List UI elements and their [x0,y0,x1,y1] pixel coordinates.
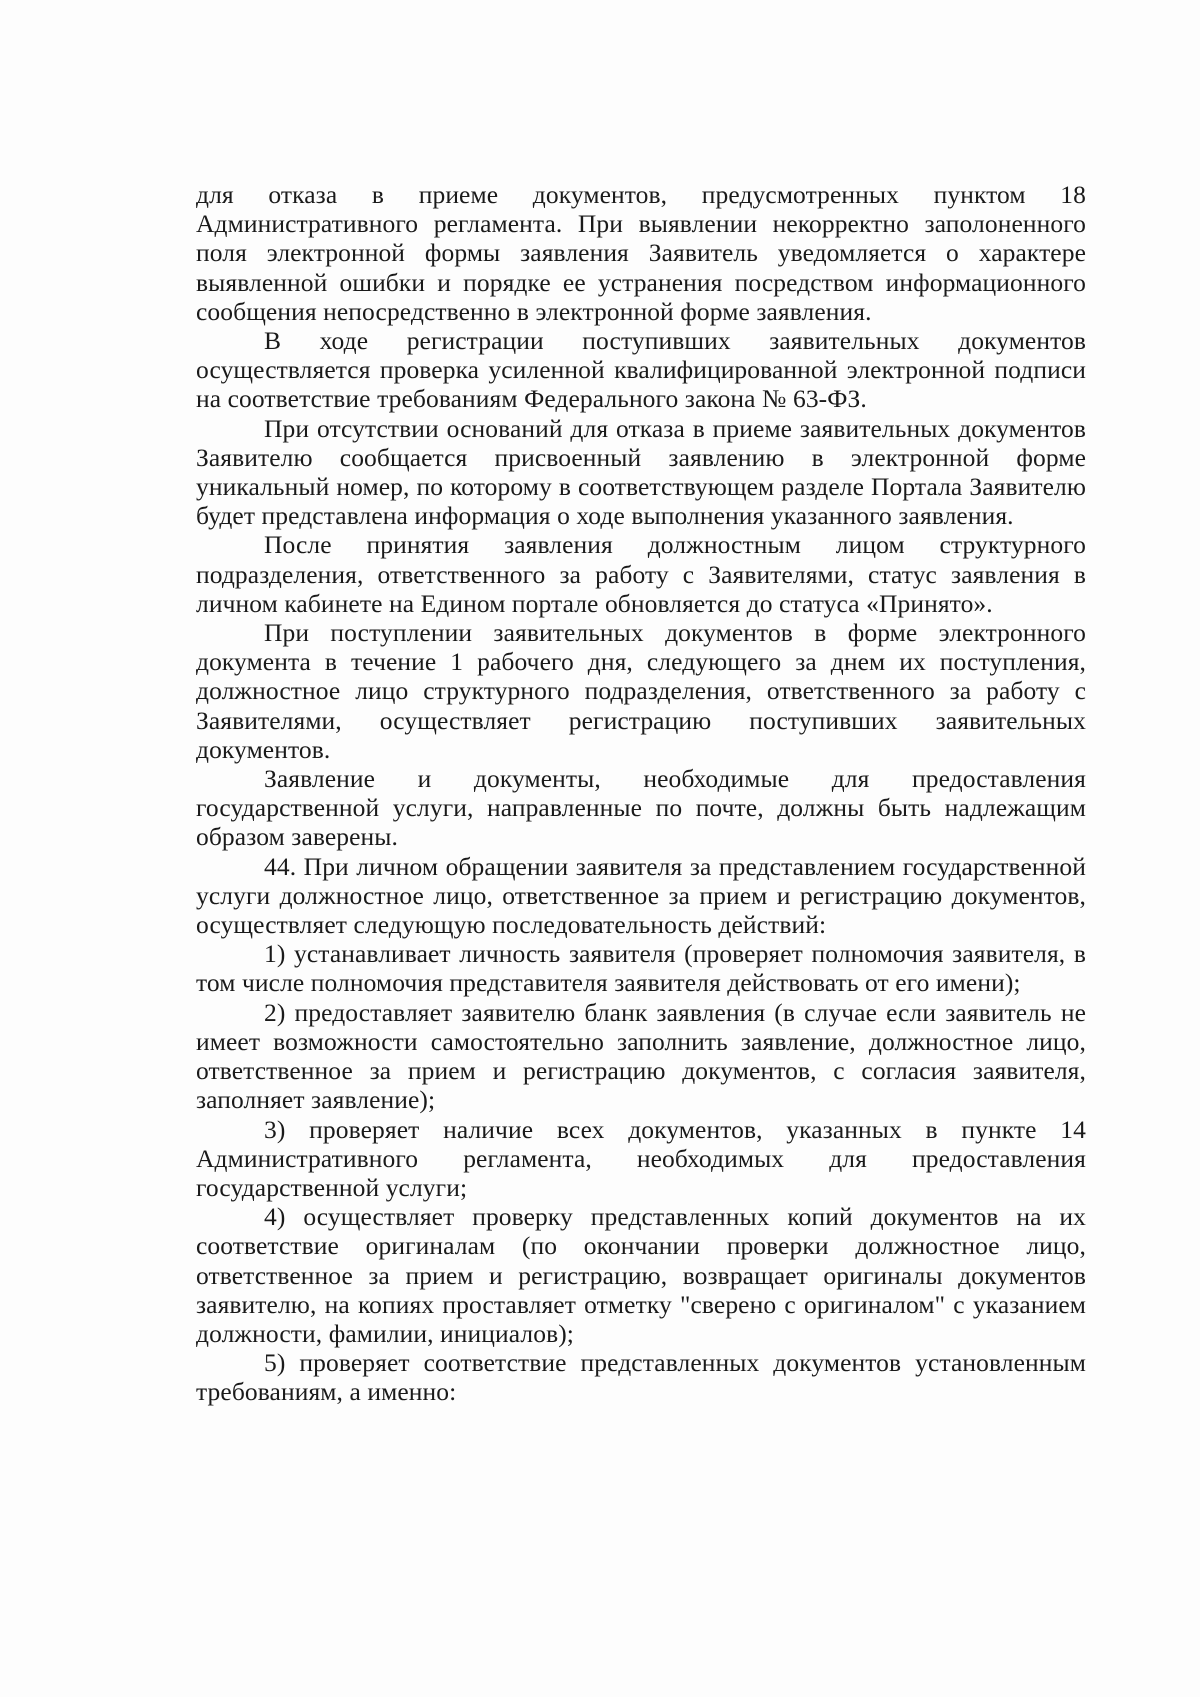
paragraph-status-accepted: После принятия заявления должностным лицом структурного подразделения, ответственного за работу с Заявителями, статус заявления в личном кабинете на Едином портале обновляется до статуса «Принято». [196,530,1086,618]
list-item-3: 3) проверяет наличие всех документов, указанных в пункте 14 Административного регламента, необходимых для предоставления государственной услуги; [196,1114,1086,1202]
document-body [196,180,1086,1407]
list-item-4: 4) осуществляет проверку представленных копий документов на их соответствие оригиналам (по окончании проверки должностное лицо, ответственное за прием и регистрацию, возвращает оригиналы документов заявителю, на копиях проставляет отметку "сверено с оригиналом" с указанием должности, фамилии, инициалов); [196,1202,1086,1348]
list-item-1: 1) устанавливает личность заявителя (проверяет полномочия заявителя, в том числе полномочия представителя заявителя действовать от его имени); [196,939,1086,998]
paragraph-registration: При поступлении заявительных документов в форме электронного документа в течение 1 рабочего дня, следующего за днем их поступления, должностное лицо структурного подразделения, ответственного за работу с Заявителями, осуществляет регистрацию поступивших заявительных документов. [196,618,1086,764]
paragraph-postal-documents: Заявление и документы, необходимые для предоставления государственной услуги, направленные по почте, должны быть надлежащим образом заверены. [196,764,1086,852]
list-item-5: 5) проверяет соответствие представленных документов установленным требованиям, а именно: [196,1348,1086,1407]
paragraph-continuation: для отказа в приеме документов, предусмотренных пунктом 18 Административного регламента. При выявлении некорректно заполоненного поля электронной формы заявления Заявитель уведомляется о характере выявленной ошибки и порядке ее устранения посредством информационного сообщения непосредственно в электронной форме заявления. [196,180,1086,326]
paragraph-signature-check: В ходе регистрации поступивших заявительных документов осуществляется проверка усиленной квалифицированной электронной подписи на соответствие требованиям Федерального закона № 63-ФЗ. [196,326,1086,414]
list-item-2: 2) предоставляет заявителю бланк заявления (в случае если заявитель не имеет возможности самостоятельно заполнить заявление, должностное лицо, ответственное за прием и регистрацию документов, с согласия заявителя, заполняет заявление); [196,997,1086,1115]
paragraph-unique-number: При отсутствии оснований для отказа в приеме заявительных документов Заявителю сообщается присвоенный заявлению в электронной форме уникальный номер, по которому в соответствующем разделе Портала Заявителю будет представлена информация о ходе выполнения указанного заявления. [196,413,1086,531]
paragraph-44-personal-visit: 44. При личном обращении заявителя за представлением государственной услуги должностное лицо, ответственное за прием и регистрацию документов, осуществляет следующую последовательность действий: [196,851,1086,940]
